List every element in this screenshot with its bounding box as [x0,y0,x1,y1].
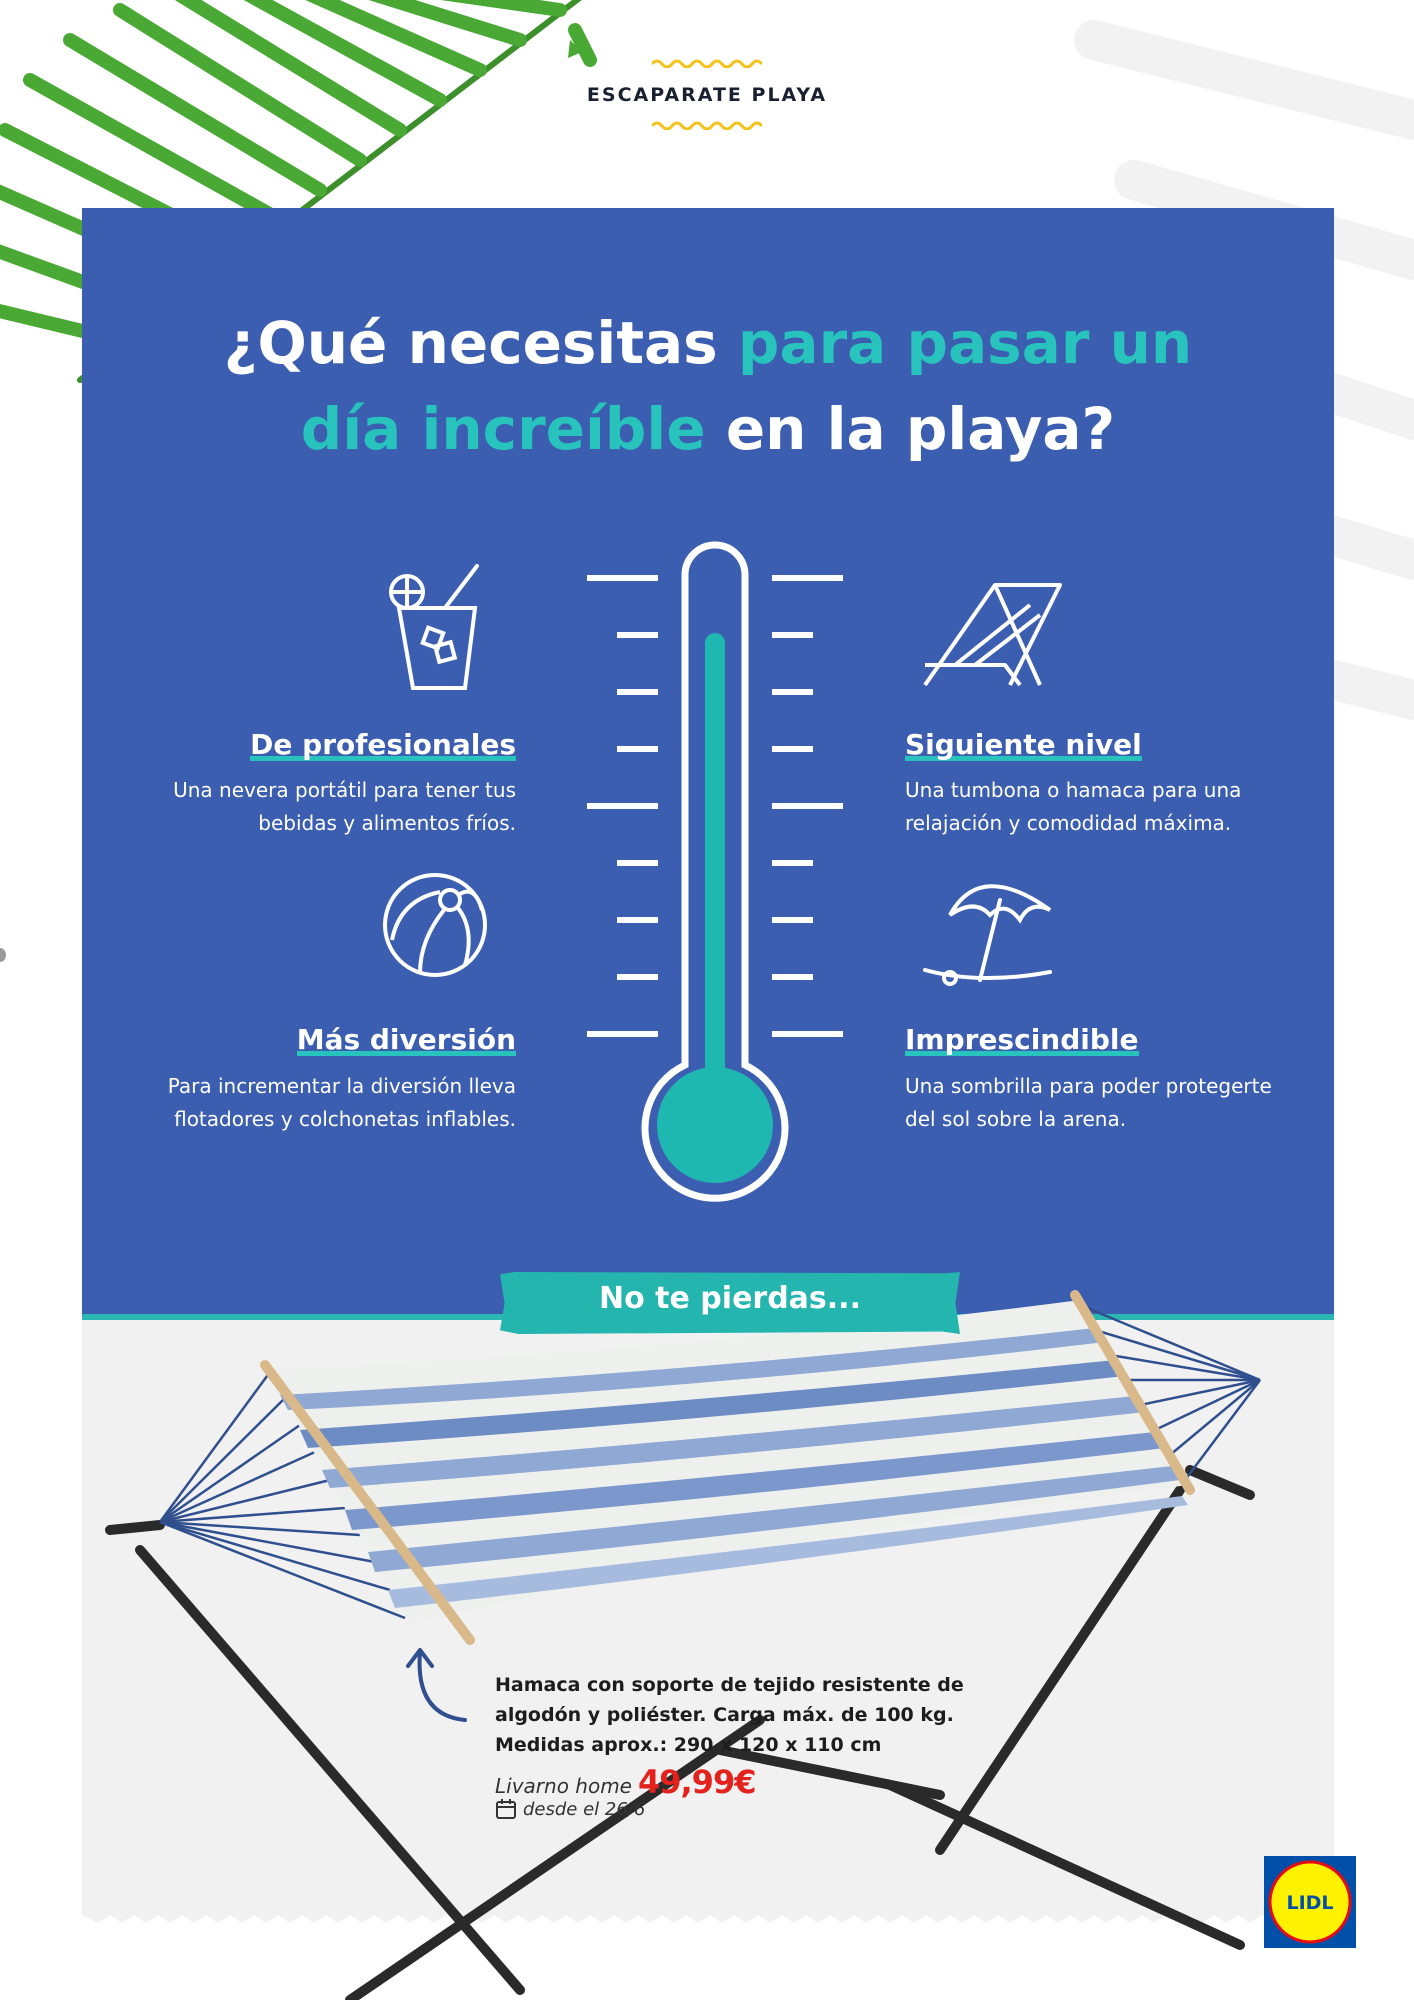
lidl-logo [1264,1856,1356,1948]
feature-title-more-fun: Más diversión [296,1023,516,1056]
section-header [0,58,1414,130]
beach-ball-icon [380,870,490,980]
calendar-icon [495,1798,517,1820]
product-brand: Livarno home [495,1774,632,1798]
product-description: Hamaca con soporte de tejido resistente de algodón y poliéster. Carga máx. de 100 kg. Medidas aprox.: 290 x 120 x 110 cm [495,1674,964,1756]
title-part-2: en la playa? [705,395,1116,463]
feature-title-next-level: Siguiente nivel [905,728,1142,761]
title-highlight-1: para pasar un [737,309,1193,377]
title-part-1: ¿Qué necesitas [223,309,738,377]
title-highlight-2: día increíble [300,395,706,463]
availability-date: desde el 26/6 [523,1798,646,1820]
section-label: ESCAPARATE PLAYA [586,84,828,106]
squiggle-decoration-top [652,58,762,68]
hammock-product-image [100,1290,1340,2000]
squiggle-decoration-bottom [652,120,762,130]
beach-umbrella-icon [920,870,1060,1000]
cold-drink-icon [385,560,485,690]
feature-text-next-level: Una tumbona o hamaca para una relajación y comodidad máxima. [905,778,1242,835]
availability-row [495,1798,645,1820]
thermometer-icon [585,535,845,1215]
lidl-logo-text: LIDL [1286,1892,1334,1914]
feature-title-professionals: De profesionales [250,728,516,761]
banner-label: No te pierdas... [599,1281,861,1316]
product-price: 49,99€ [637,1763,756,1801]
page-title [82,300,1334,472]
curved-arrow-icon [400,1640,480,1730]
feature-title-essential: Imprescindible [905,1023,1139,1056]
feature-text-more-fun: Para incrementar la diversión lleva flotadores y colchonetas inflables. [167,1074,516,1131]
feature-text-essential: Una sombrilla para poder protegerte del sol sobre la arena. [905,1074,1272,1131]
price-row [495,1763,755,1801]
feature-text-professionals: Una nevera portátil para tener tus bebidas y alimentos fríos. [173,778,516,835]
deck-chair-icon [915,575,1065,695]
edge-marker [0,948,6,962]
